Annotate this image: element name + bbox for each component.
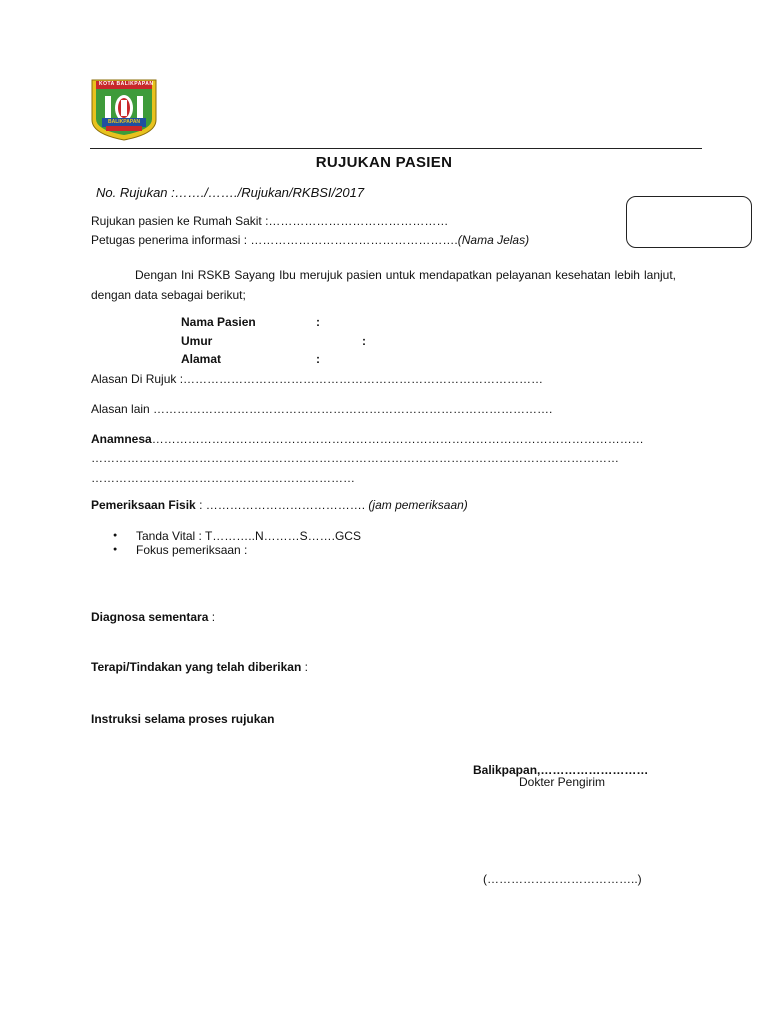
alamat-colon: : [316, 352, 320, 366]
signer-role: Dokter Pengirim [519, 775, 606, 789]
anamnesa-dots-line-3: ………………………………………………………… [91, 471, 355, 485]
stamp-box [626, 196, 752, 248]
instruksi-label: Instruksi selama proses rujukan [91, 712, 275, 726]
list-item: ● Tanda Vital : T………..N………S…….GCS [113, 529, 361, 543]
signer-name-line: (………………………………..) [483, 872, 642, 886]
nama-jelas: (Nama Jelas) [457, 233, 530, 247]
page-title: RUJUKAN PASIEN [315, 154, 453, 171]
alasan-dirujuk-line: Alasan Di Rujuk :……………………………………………………………………………… [91, 372, 544, 386]
logo-top-text: KOTA BALIKPAPAN [99, 81, 154, 87]
terapi-line [91, 660, 308, 674]
pemeriksaan-line [91, 498, 468, 512]
header-divider [90, 148, 702, 149]
pemeriksaan-bullets [113, 529, 361, 557]
petugas-text: Petugas penerima informasi : ……………………………………………. [91, 233, 458, 247]
logo-ribbon-text: BALIKPAPAN [108, 119, 141, 125]
nama-pasien-colon: : [316, 315, 320, 329]
intro-paragraph: Dengan Ini RSKB Sayang Ibu merujuk pasien untuk mendapatkan pelayanan kesehatan lebih lanjut, dengan data sebagai berikut; [91, 268, 676, 302]
rumah-sakit-line: Rujukan pasien ke Rumah Sakit :……………………………………… [91, 214, 449, 228]
umur-label: Umur [181, 334, 213, 348]
list-item: ● Fokus pemeriksaan : [113, 543, 361, 557]
pemeriksaan-label: Pemeriksaan Fisik [91, 498, 196, 512]
diagnosa-line [91, 610, 215, 624]
anamnesa-line [91, 432, 644, 446]
alamat-label: Alamat [181, 352, 222, 366]
alasan-lain-line: Alasan lain ………………………………………………………………………………………. [91, 402, 553, 416]
anamnesa-dots: …………………………………………………………………………………………………………… [151, 432, 644, 446]
anamnesa-dots-line-2: …………………………………………………………………………………………………………………… [91, 451, 619, 465]
anamnesa-label: Anamnesa [91, 432, 152, 446]
umur-colon: : [362, 334, 366, 348]
terapi-colon: : [301, 660, 308, 674]
place-date: Balikpapan,……………………… [473, 763, 649, 777]
petugas-line [91, 233, 529, 247]
diagnosa-colon: : [208, 610, 216, 624]
jam-pemeriksaan: (jam pemeriksaan) [368, 498, 468, 512]
terapi-label: Terapi/Tindakan yang telah diberikan [91, 660, 302, 674]
no-rujukan: No. Rujukan :……./……./Rujukan/RKBSI/2017 [96, 185, 365, 200]
pemeriksaan-dots: : …………………………………. [195, 498, 366, 512]
diagnosa-label: Diagnosa sementara [91, 610, 209, 624]
nama-pasien-label: Nama Pasien [181, 315, 256, 329]
city-emblem-logo [88, 76, 160, 142]
